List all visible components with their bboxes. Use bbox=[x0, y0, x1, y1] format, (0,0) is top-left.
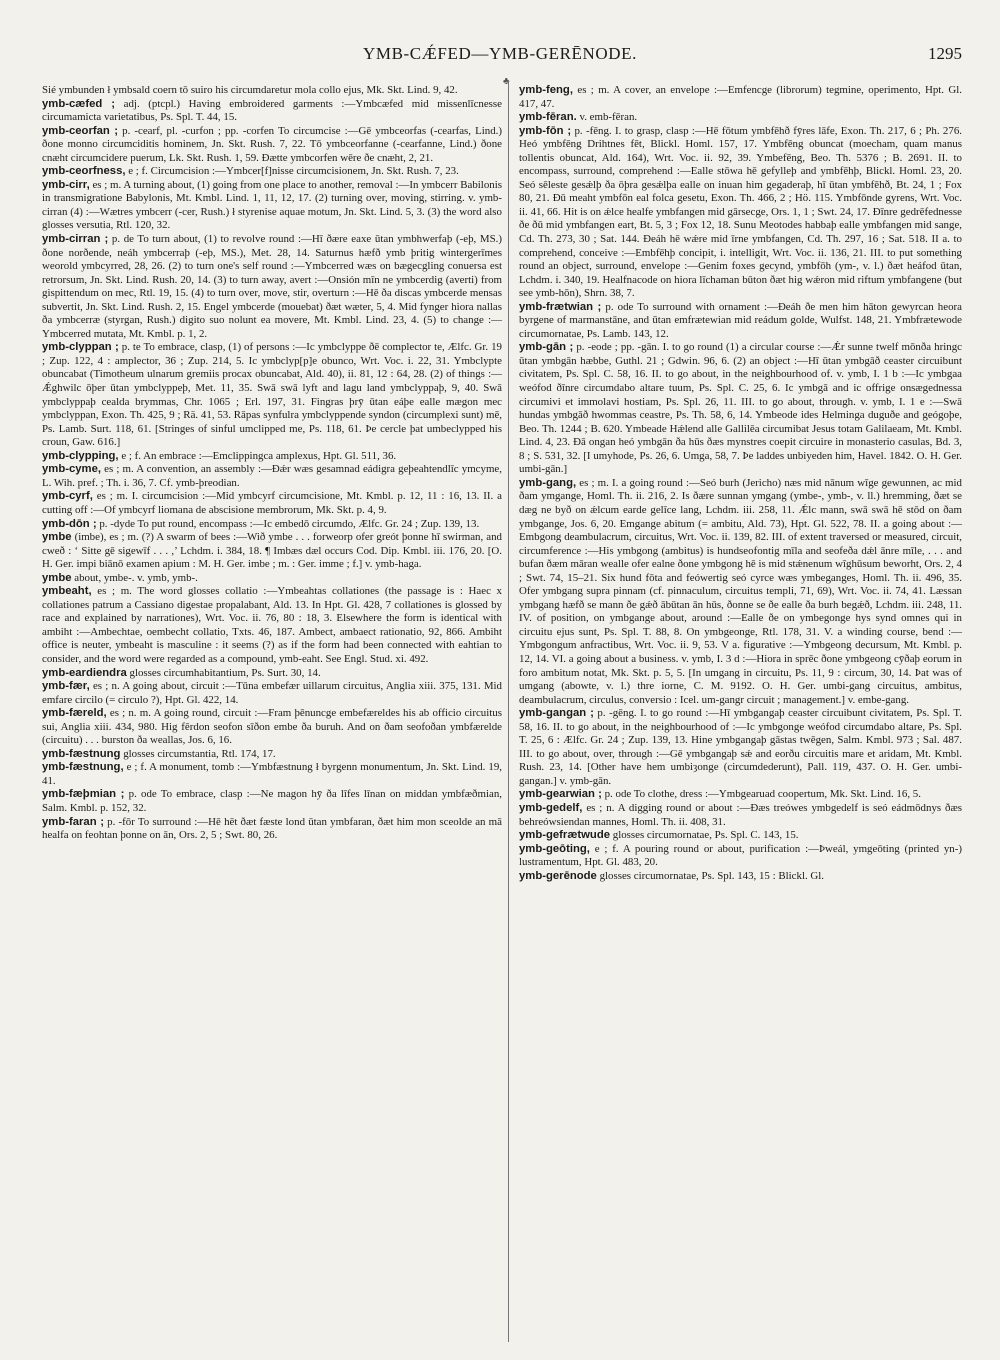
entry-definition: adj. (ptcpl.) Having embroidered garments :—Ymbcæfed mid missenlīcnesse circumamicta varietatibus, Ps. Spl. T. 44, 15. bbox=[42, 97, 502, 124]
entry-definition: es ; m. A turning about, (1) going from one place to another, removal :—In ymbcerr Babilonis in transmigratione Babylonis, Mt. Kmbl. Lind. 1, 11, 12, 17. (2) turning over, moving, stirring. v. ymb-cirran (4) :—Wætres ymbcerr (-cer, Rush.) ł styrenise aquae motum, Jn. Skt. Lind. 5, 3. (3) the word also glosses versutia, Rtl. 120, 32. bbox=[42, 178, 502, 232]
entry-headword: ymbe bbox=[42, 571, 72, 584]
entry-definition: e ; f. Circumcision :—Ymbcer[f]nisse circumcisionem, Jn. Skt. Rush. 7, 23. bbox=[128, 165, 459, 178]
entry-headword: ymb-færeld, bbox=[42, 707, 107, 720]
entry-headword: ymb-cyme, bbox=[42, 463, 102, 476]
entry-definition: glosses circumstantia, Rtl. 174, 17. bbox=[123, 747, 276, 760]
entry-headword: ymbe bbox=[42, 531, 72, 544]
entry-definition: es ; n. A digging round or about :—Ðæs treówes ymbgedelf is seó eádmōdnys ðæs behreówsiendan mannes, Homl. Th. ii. 408, 31. bbox=[519, 801, 962, 828]
entry-definition: p. ode To embrace, clasp :—Ne magon hȳ ða līfes līnan on middan ymbfæðmian, Salm. Kmbl. p. 152, 32. bbox=[42, 788, 502, 814]
dictionary-entry bbox=[519, 125, 962, 301]
dictionary-entry bbox=[42, 816, 502, 843]
dictionary-entry bbox=[42, 572, 502, 586]
left-column bbox=[42, 84, 502, 843]
right-column bbox=[519, 84, 962, 883]
entry-definition: es ; m. I. circumcision :—Mid ymbcyrf circumcisione, Mt. Kmbl. p. 12, 11 : 16, 13. II. a cutting off :—Of ymbcyrf liomana de abscisione membrorum, Mk. Skt. p. 4, 9. bbox=[42, 490, 502, 516]
entry-headword: ymb-fæstnung, bbox=[42, 761, 124, 774]
dictionary-entry bbox=[42, 585, 502, 666]
entry-headword: ymb-gefrætwude bbox=[519, 829, 611, 842]
entry-headword: ymb-gang, bbox=[519, 476, 577, 489]
entry-headword: ymb-cyrf, bbox=[42, 490, 93, 503]
entry-headword: ymb-faran ; bbox=[42, 815, 104, 828]
dictionary-entry bbox=[519, 341, 962, 476]
entry-definition: es ; m. A cover, an envelope :—Emfencge (librorum) tegmine, operimento, Hpt. Gl. 417, 47. bbox=[519, 84, 962, 110]
column-rule-ornament-icon: ♣ bbox=[503, 76, 510, 87]
entry-definition: es ; m. The word glosses collatio :—Ymbeahtas collationes (the passage is : Haec x collationes patrum a Cassiano digestae propalabant, Ald. 13. In Hpt. Gl. 428, 7 collationes is glossed by race and explained by narrationes), Wrt. Voc. ii. 76, 80 : 18, 3. Elsewhere the form is identical with ambiht :—Ambechtae, oembecht collatio, Txts. 46, 187. Ambect, ambaect rationatio, 92, 866. Ambiht office is neuter, ymbeaht is masculine : it seems (?) as if the form had been connected with eahtian to consider, and the word were regarded as a compound, ymb-eaht. See Engl. Stud. xi. 492. bbox=[42, 585, 503, 665]
dictionary-entry bbox=[42, 341, 502, 449]
entry-definition: es ; n. A going about, circuit :—Tūna embefær uillarum circuitus, Anglia xiii. 375, 131. Mid emfare circilo (= circulo ?), Hpt. Gl. 422, 14. bbox=[42, 680, 502, 706]
entry-headword: ymb-fēran. bbox=[519, 111, 577, 124]
entry-headword: ymb-geōting, bbox=[519, 842, 590, 855]
running-head bbox=[0, 44, 1000, 74]
entry-headword: ymbeaht, bbox=[42, 585, 92, 598]
dictionary-entry bbox=[42, 680, 502, 707]
entry-definition: p. te To embrace, clasp, (1) of persons :—Ic ymbclyppe ðē complector te, Ælfc. Gr. 19 ; Zup. 122, 4 : amplector, 36 ; Zup. 214, 5. Ic ymbclyp[p]e obunco, Wrt. Voc. i. 22, 31. Ymbclypte obuncabat (Timotheum ulnarum gremiis procax obuncabat, Ald. 40), ii. 81, 12 : 64, 28. (2) of things :—Ǽghwilc ōþer ūtan ymbclyppeþ, Met. 11, 35. Swā swā lyft and lagu land ymbclyppaþ, 9, 40. Swā ymbclyppaþ cealda brymmas, Chr. 1065 ; Erl. 197, 31. Fingras þrȳ ūtan eáþe ealle mægon mec ymbclyppan, Exon. Th. 425, 9 ; Rä. 41, 53. Rāpas synfulra ymbclyppende syndon (circumplexi sunt) mē, Ps. Lamb. Surt. 118, 61. [Stringes of sinful umclipped me, Ps. 118, 61. Þe cercle þat umbeclypped his croun, Gaw. 616.] bbox=[42, 341, 502, 449]
entry-definition: p. -cearf, pl. -curfon ; pp. -corfen To circumcise :—Gē ymbceorfas (-cearfas, Lind.) ðone monno circumciditis hominem, Jn. Skt. Rush. 7, 22. Tō ymbceorfanne (-cearfanne, Lind.) ðone cnæht circumcidere puerum, Lk. Skt. Rush. 1, 59. Ðætte ymbcorfen wēre ðe cnæht, 2, 21. bbox=[42, 124, 502, 164]
dictionary-entry bbox=[519, 477, 962, 707]
entry-headword: ymb-ceorfness, bbox=[42, 165, 126, 178]
entry-headword: ymb-ceorfan ; bbox=[42, 124, 119, 137]
dictionary-entry bbox=[42, 463, 502, 490]
entry-definition: e ; f. A monument, tomb :—Ymbfæstnung ł byrgenn monumentum, Jn. Skt. Lind. 19, 41. bbox=[42, 761, 502, 787]
dictionary-entry bbox=[42, 125, 502, 166]
entry-headword: ymb-fæstnung bbox=[42, 747, 121, 760]
entry-headword: ymb-frætwian ; bbox=[519, 300, 602, 313]
dictionary-entry bbox=[42, 788, 502, 815]
dictionary-entry bbox=[519, 802, 962, 829]
dictionary-entry bbox=[519, 84, 962, 111]
entry-headword: ymb-clypping, bbox=[42, 449, 119, 462]
entry-headword: ymb-fōn ; bbox=[519, 124, 572, 137]
dictionary-entry bbox=[42, 748, 502, 762]
entry-definition: p. de To turn about, (1) to revolve round :—Hī ðære eaxe ūtan ymbhwerfaþ (-eþ, MS.) ðone norðende, neáh ymbcerraþ (-eþ, MS.), Met. 28, 14. Saturnus hæfð ymb þritig wintergerīmes weorold ymbcyrred, 28, 26. (2) to turn one's self round :—Ymbcerred wæs on bægecgling conuersa est retrorsum, Jn. Skt. Lind. Rush. 20, 14. (3) to turn away, avert :—Onsión mīn ne ymbcerdig (averti) from gispittendum on mec, Rtl. 19, 15. (4) to turn over, move, stir, overturn :—Hē ða discas ymbcerde mensas subvertit, Jn. Skt. Lind. Rush. 2, 15. Engel ymbcerde (mouebat) ðæt wæter, 5, 4. Mid fynger hiora nallas ða ymbcerræ (styrgan, Rush.) digito suo nolunt ea movere, Mt. Kmbl. Lind. 23, 4. (5) to change :—Ymbcerred mutata, Mt. Kmbl. p. 1, 2. bbox=[42, 233, 502, 340]
entry-headword: ymb-cirr, bbox=[42, 178, 90, 191]
entry-headword: ymb-fæþmian ; bbox=[42, 788, 125, 801]
page-number: 1295 bbox=[928, 44, 962, 63]
entry-headword: ymb-feng, bbox=[519, 84, 573, 96]
dictionary-entry bbox=[519, 843, 962, 870]
dictionary-entry bbox=[42, 518, 502, 532]
entry-definition: about, ymbe-. v. ymb, ymb-. bbox=[74, 571, 198, 584]
entry-headword: ymb-cirran ; bbox=[42, 233, 109, 246]
entry-definition: p. -fēng. I. to grasp, clasp :—Hē fōtum ymbfēhð fȳres lāfe, Exon. Th. 217, 6 ; Ph. 276. Heó ymbfēng Drihtnes fēt, Blickl. Homl. 157, 17. Ymbfēng obuncat (moecham, quam manus tollentis obuncat, Ald. 164), Wrt. Voc. ii. 92, 39. Ymbefēng, Beo. Th. 5376 ; B. 2691. II. to encompass, surround, comprehend :—Ealle stōwa hē gefylleþ and ymbfēhþ, Blickl. Homl. 23, 20. Seó sēleste gesǽlþ ða ōþra gesǽlþa ealle on inuan him gegaderaþ, hī ūtan ymbfēhð, Bt. 24, 1 ; Fox 80, 21. Ðū meaht ymbfōn eal folca gesetu, Exon. Th. 466, 2 ; Hö. 115. Ymbfōnde gyrens, Wrt. Voc. ii. 41, 66. Hit is on ǽlce healfe ymbfangen mid gārsecge, Ors. 1, 1 ; Swt. 24, 17. Ðīnre gedrēfednesse ðe ðū mid ymbfangen eart, Bt. 5, 3 ; Fox 12, 18. Sunu Meotodes habbaþ ealle ymbfangen mid sange, Cd. Th. 273, 30 ; Sat. 144. Ðeáh hē wǽre mid īrne ymbfangen, Cd. Th. 297, 16 ; Sat. 518. II a. to comprehend, conceive :—Embfēhþ concipit, i. intelligit, Wrt. Voc. ii. 136, 21. III. to put something round an object, surround, envelope :—Genim foxes gecynd, ymbfōh (ym-, v. l.) ðæt heáfod ūtan, Lchdm. i. 340, 19. Healfnacode on hiora līchaman būton ðæt hig wǽron mid riftum ymbfangene (but see ymb-hōn), Shrn. 38, 7. bbox=[519, 124, 962, 300]
entry-definition: p. -eode ; pp. -gān. I. to go round (1) a circular course :—Ǽr sunne twelf mōnða hringc ūtan ymbgān hæbbe, Guthl. 21 ; Gdwin. 96, 6. (2) an object :—Hī ūtan ymbgāð ceaster circuibunt civitatem, Ps. Spl. C. 58, 16. II. to go about, in the neighbourhood of. v. ymb, I. 1 b :—Ic ymbgaa weófod ðīnre circumdabo altare tuum, Ps. Spl. C. 25, 6. Ic ymbgā and ic offrige onsægednessa circumivi et immolavi hostiam, Ps. Spl. 26, 11. III. to go about, through. v. ymb, I. 1 e :—Swā hundas ymbgāð hwommas ceastre, Ps. Th. 58, 6, 14. Ymbeode ides Helminga duguðe and geógoþe, Beo. Th. 1244 ; B. 620. Ymbeade Hǽlend alle Gallilēa circumibat Jesus totam Galilaeam, Mt. Kmbl. Lind. 4, 23. Ðā ongan heó ymbgān ða hūs ðæs mynstres coepit circuire in monasterio casulas, Bd. 3, 8 ; S. 531, 32. [I umyhode, Ps. 26, 6. Umga, 58, 7. Þe laddes unbiyeden him, Havel. 1842. O. H. Ger. umbi-gān.] bbox=[519, 341, 962, 476]
dictionary-entry bbox=[519, 829, 962, 843]
entry-definition: (imbe), es ; m. (?) A swarm of bees :—Wið ymbe . . . forweorp ofer greót þonne hī swirman, and cweð : ‘ Sitte gē sigewīf . . . ,’ Lchdm. i. 384, 18. ¶ Imbæs dæl occurs Cod. Dip. Kmbl. iii. 176, 20. [O. H. Ger. impi biānō examen apium : M. H. Ger. imbe ; m. : Ger. imme ; f.] v. ymb-haga. bbox=[42, 531, 502, 571]
dictionary-entry bbox=[42, 707, 502, 748]
column-divider bbox=[508, 80, 509, 1342]
entry-definition: glosses circumhabitantium, Ps. Surt. 30, 14. bbox=[129, 666, 321, 679]
entry-headword: ymb-fær, bbox=[42, 680, 90, 693]
entry-headword: ymb-gangan ; bbox=[519, 707, 594, 720]
entry-headword: ymb-gedelf, bbox=[519, 801, 583, 814]
entry-headword: ymb-gearwian ; bbox=[519, 788, 602, 801]
dictionary-entry bbox=[42, 84, 502, 98]
entry-definition: Sié ymbunden ł ymbsald coern tō suiro his circumdaretur mola collo ejus, Mk. Skt. Lind. 9, 42. bbox=[42, 84, 458, 96]
dictionary-entry bbox=[42, 761, 502, 788]
entry-definition: es ; n. m. A going round, circuit :—Fram þēnuncge embefæreldes his ab officio circuitus sui, Anglia xiii. 434, 980. Hig fērdon seofon sīðon embe ða buruh. And on ðam seofoðan ymbfærelde (circuitu) . . . burston ða weallas, Jos. 6, 16. bbox=[42, 707, 502, 747]
entry-definition: p. -gēng. I. to go round :—Hī ymbgangaþ ceaster circuibunt civitatem, Ps. Spl. T. 58, 16. II. to go about, in the neighbourhood of :—Ic ymbgonge weófod circumdabo altare, Ps. Spl. T. 25, 6 : Ælfc. Gr. 24 ; Zup. 139, 13. Hine ymbgangaþ gāstas twēgen, Salm. Kmbl. 973 ; Sal. 487. III. to go about, over, through :—Gē ymbgangaþ sǽ and eorðu circuitis mare et aridam, Mt. Kmbl. Rush. 23, 14. [Other have hem umbiȝonge (circumdederunt), Pall. 119, 437. O. H. Ger. umbi-gangan.] v. ymb-gān. bbox=[519, 707, 962, 787]
dictionary-entry bbox=[519, 707, 962, 788]
entry-definition: es ; m. I. a going round :—Seó burh (Jericho) næs mid nānum wīge gewunnen, ac mid ðam ymgange, Homl. Th. ii. 216, 2. Is ðære sunnan ymgang (ymbe-, ymb-, v. ll.) hremming, ðæt se dæg ne byð on ǽlcum earde gelīce lang, Lchdm. iii. 258, 11. Ǽlc mann, swā swā hē stōd on ðam ymbgange, Jos. 6, 20. Emgange abitum (= ambitu, Ald. 73), Hpt. Gl. 522, 78. II. a going about :—Embgong deambulacrum, circuitus, Wrt. Voc. ii. 139, 82. III. of extent traversed or measured, circuit, circumference :—His ymbgong (ambitus) is hundseofontig mīla and seofeða dǽl ānre mīle, . . . and bufan ðæm māran wealle ofer ealne ðone ymbgong hē is mid stǽnenum wīghūsum beworht, Ors. 2, 4 ; Swt. 74, 15–21. Six hund fōta and feówertig seó cyrce wæs ymbeganges, Homl. Th. ii. 496, 35. Ofer ymbgang supra pinnam (cf. pinnaculum, circuitus templi, 71, 69), Wrt. Voc. ii. 74, 41. Læssan ymbgang hæfð se mann ðe gǽð ābūtan ān hūs, ðonne se ðe ealle ða burh begǽð, Lchdm. iii. 248, 11. IV. of position, on ymbgange about, around :—Ealle ðe on ymbegonge hys synd omnes qui in circuitu ejus sunt, Ps. Spl. T. 88, 8. On ymbgeonge, Rtl. 178, 31. V. a winding course, bend :—Ymbgongum anfractibus, Wrt. Voc. ii. 9, 53. V a. figurative :—Ymbgeong decursum, Mt. Kmbl. p. 12, 14. VI. a going about a business. v. ymb, I. 3 d :—Hiora in sprēc ðone ymbgeong cȳðaþ eorum in foro ambitum notat, Mk. Skt. p. 5, 5. [In umgang in circuitu, Ps. 11, 9 : circum, 30, 14. Þat was of umgang (abowte, v. l.) thre iorne, C. M. 9192. O. H. Ger. umbi-gang circuitus, ambitus, deambulacrum, circulus, conversio : Icel. um-gangr circuit ; management.] v. embe-gang. bbox=[519, 476, 962, 706]
entry-definition: p. -fōr To surround :—Hē hēt ðæt fæste lond ūtan ymbfaran, ðæt him mon sceolde an mā healfa on feohtan þonne on ān, Ors. 2, 5 ; Swt. 80, 26. bbox=[42, 815, 502, 842]
entry-definition: p. ode To clothe, dress :—Ymbgearuad coopertum, Mk. Skt. Lind. 16, 5. bbox=[604, 788, 921, 801]
entry-definition: e ; f. An embrace :—Emclippingca amplexus, Hpt. Gl. 511, 36. bbox=[121, 449, 397, 462]
dictionary-entry bbox=[519, 111, 962, 125]
dictionary-entry bbox=[519, 870, 962, 884]
dictionary-entry bbox=[519, 301, 962, 342]
page-title: YMB-CǼFED—YMB-GERĒNODE. bbox=[362, 44, 637, 63]
entry-definition: glosses circumornatae, Ps. Spl. C. 143, 15. bbox=[612, 829, 799, 842]
dictionary-entry bbox=[42, 490, 502, 517]
entry-definition: glosses circumornatae, Ps. Spl. 143, 15 : Blickl. Gl. bbox=[599, 869, 825, 882]
entry-headword: ymb-clyppan ; bbox=[42, 341, 119, 354]
entry-definition: es ; m. A convention, an assembly :—Ðǽr wæs gesamnad eádigra geþeahtendlīc ymcyme, L. Wih. pref. ; Th. i. 36, 7. Cf. ymb-þreodian. bbox=[42, 463, 502, 489]
entry-headword: ymb-eardiendra bbox=[42, 666, 127, 679]
entry-definition: p. ode To surround with ornament :—Ðeáh ðe men him hāton gewyrcan heora byrgene of marmanstāne, and ūtan emfrætewian mid reádum golde, Wulfst. 148, 21. Ymbfrætewode circumornatae, Ps. Lamb. 143, 12. bbox=[519, 300, 962, 340]
entry-headword: ymb-cæfed ; bbox=[42, 97, 116, 110]
dictionary-entry bbox=[42, 667, 502, 681]
dictionary-entry bbox=[42, 179, 502, 233]
entry-headword: ymb-dōn ; bbox=[42, 517, 97, 530]
dictionary-entry bbox=[42, 450, 502, 464]
dictionary-entry bbox=[42, 165, 502, 179]
entry-definition: p. -dyde To put round, encompass :—Ic embedō circumdo, Ælfc. Gr. 24 ; Zup. 139, 13. bbox=[99, 517, 480, 530]
dictionary-entry bbox=[42, 531, 502, 572]
dictionary-entry bbox=[42, 98, 502, 125]
entry-definition: e ; f. A pouring round or about, purification :—Þweál, ymgeōting (printed yn-) lustramentum, Hpt. Gl. 483, 20. bbox=[519, 842, 962, 869]
dictionary-entry bbox=[42, 233, 502, 341]
entry-headword: ymb-gerēnode bbox=[519, 869, 597, 882]
entry-headword: ymb-gān ; bbox=[519, 341, 574, 354]
entry-definition: v. emb-fēran. bbox=[579, 111, 638, 124]
dictionary-entry bbox=[519, 788, 962, 802]
